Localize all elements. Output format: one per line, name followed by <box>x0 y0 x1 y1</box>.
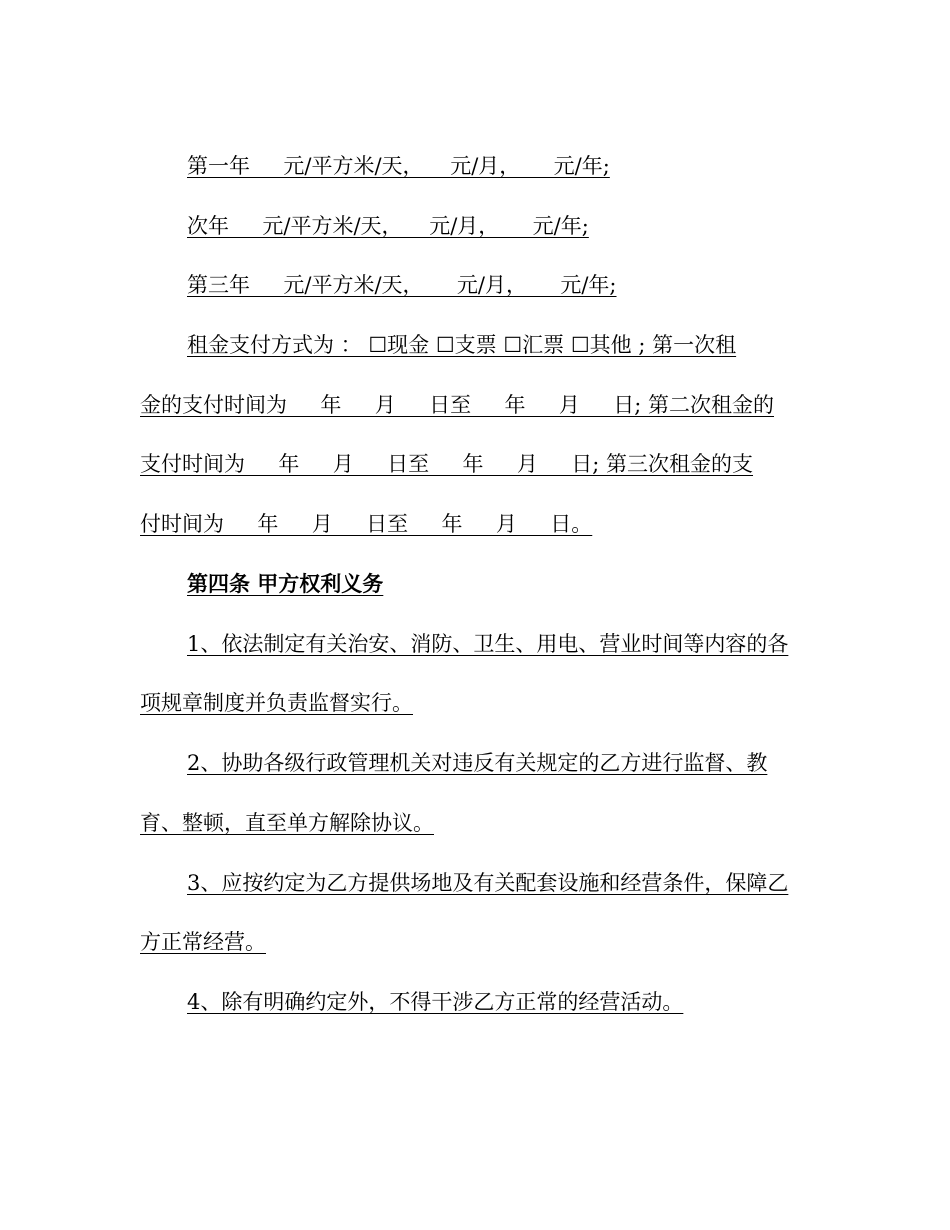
payment-time-line-1: 金的支付时间为 年 月 日至 年 月 日; 第二次租金的 <box>140 393 775 417</box>
rent-year-2-line: 次年 元/平方米/天， 元/月， 元/年; <box>187 214 589 238</box>
clause-2-line-2: 育、整顿，直至单方解除协议。 <box>140 811 434 835</box>
clause-4-line-1: 4、除有明确约定外，不得干涉乙方正常的经营活动。 <box>187 990 684 1014</box>
clause-3-line-2: 方正常经营。 <box>140 930 266 954</box>
payment-time-line-3: 付时间为 年 月 日至 年 月 日。 <box>140 512 593 536</box>
rent-year-1-line: 第一年 元/平方米/天， 元/月， 元/年; <box>187 154 610 178</box>
payment-method-line: 租金支付方式为 ： ☐现金 ☐支票 ☐汇票 ☐其他 ; 第一次租 <box>187 333 737 357</box>
clause-1-line-2: 项规章制度并负责监督实行。 <box>140 691 413 715</box>
payment-time-line-2: 支付时间为 年 月 日至 年 月 日; 第三次租金的支 <box>140 452 754 476</box>
clause-2-line-1: 2、协助各级行政管理机关对违反有关规定的乙方进行监督、教 <box>187 751 768 775</box>
rent-year-3-line: 第三年 元/平方米/天， 元/月， 元/年; <box>187 273 617 297</box>
clause-1-line-1: 1、依法制定有关治安、消防、卫生、用电、营业时间等内容的各 <box>187 632 789 656</box>
clause-3-line-1: 3、应按约定为乙方提供场地及有关配套设施和经营条件，保障乙 <box>187 871 789 895</box>
section-heading: 第四条 甲方权利义务 <box>187 571 384 596</box>
